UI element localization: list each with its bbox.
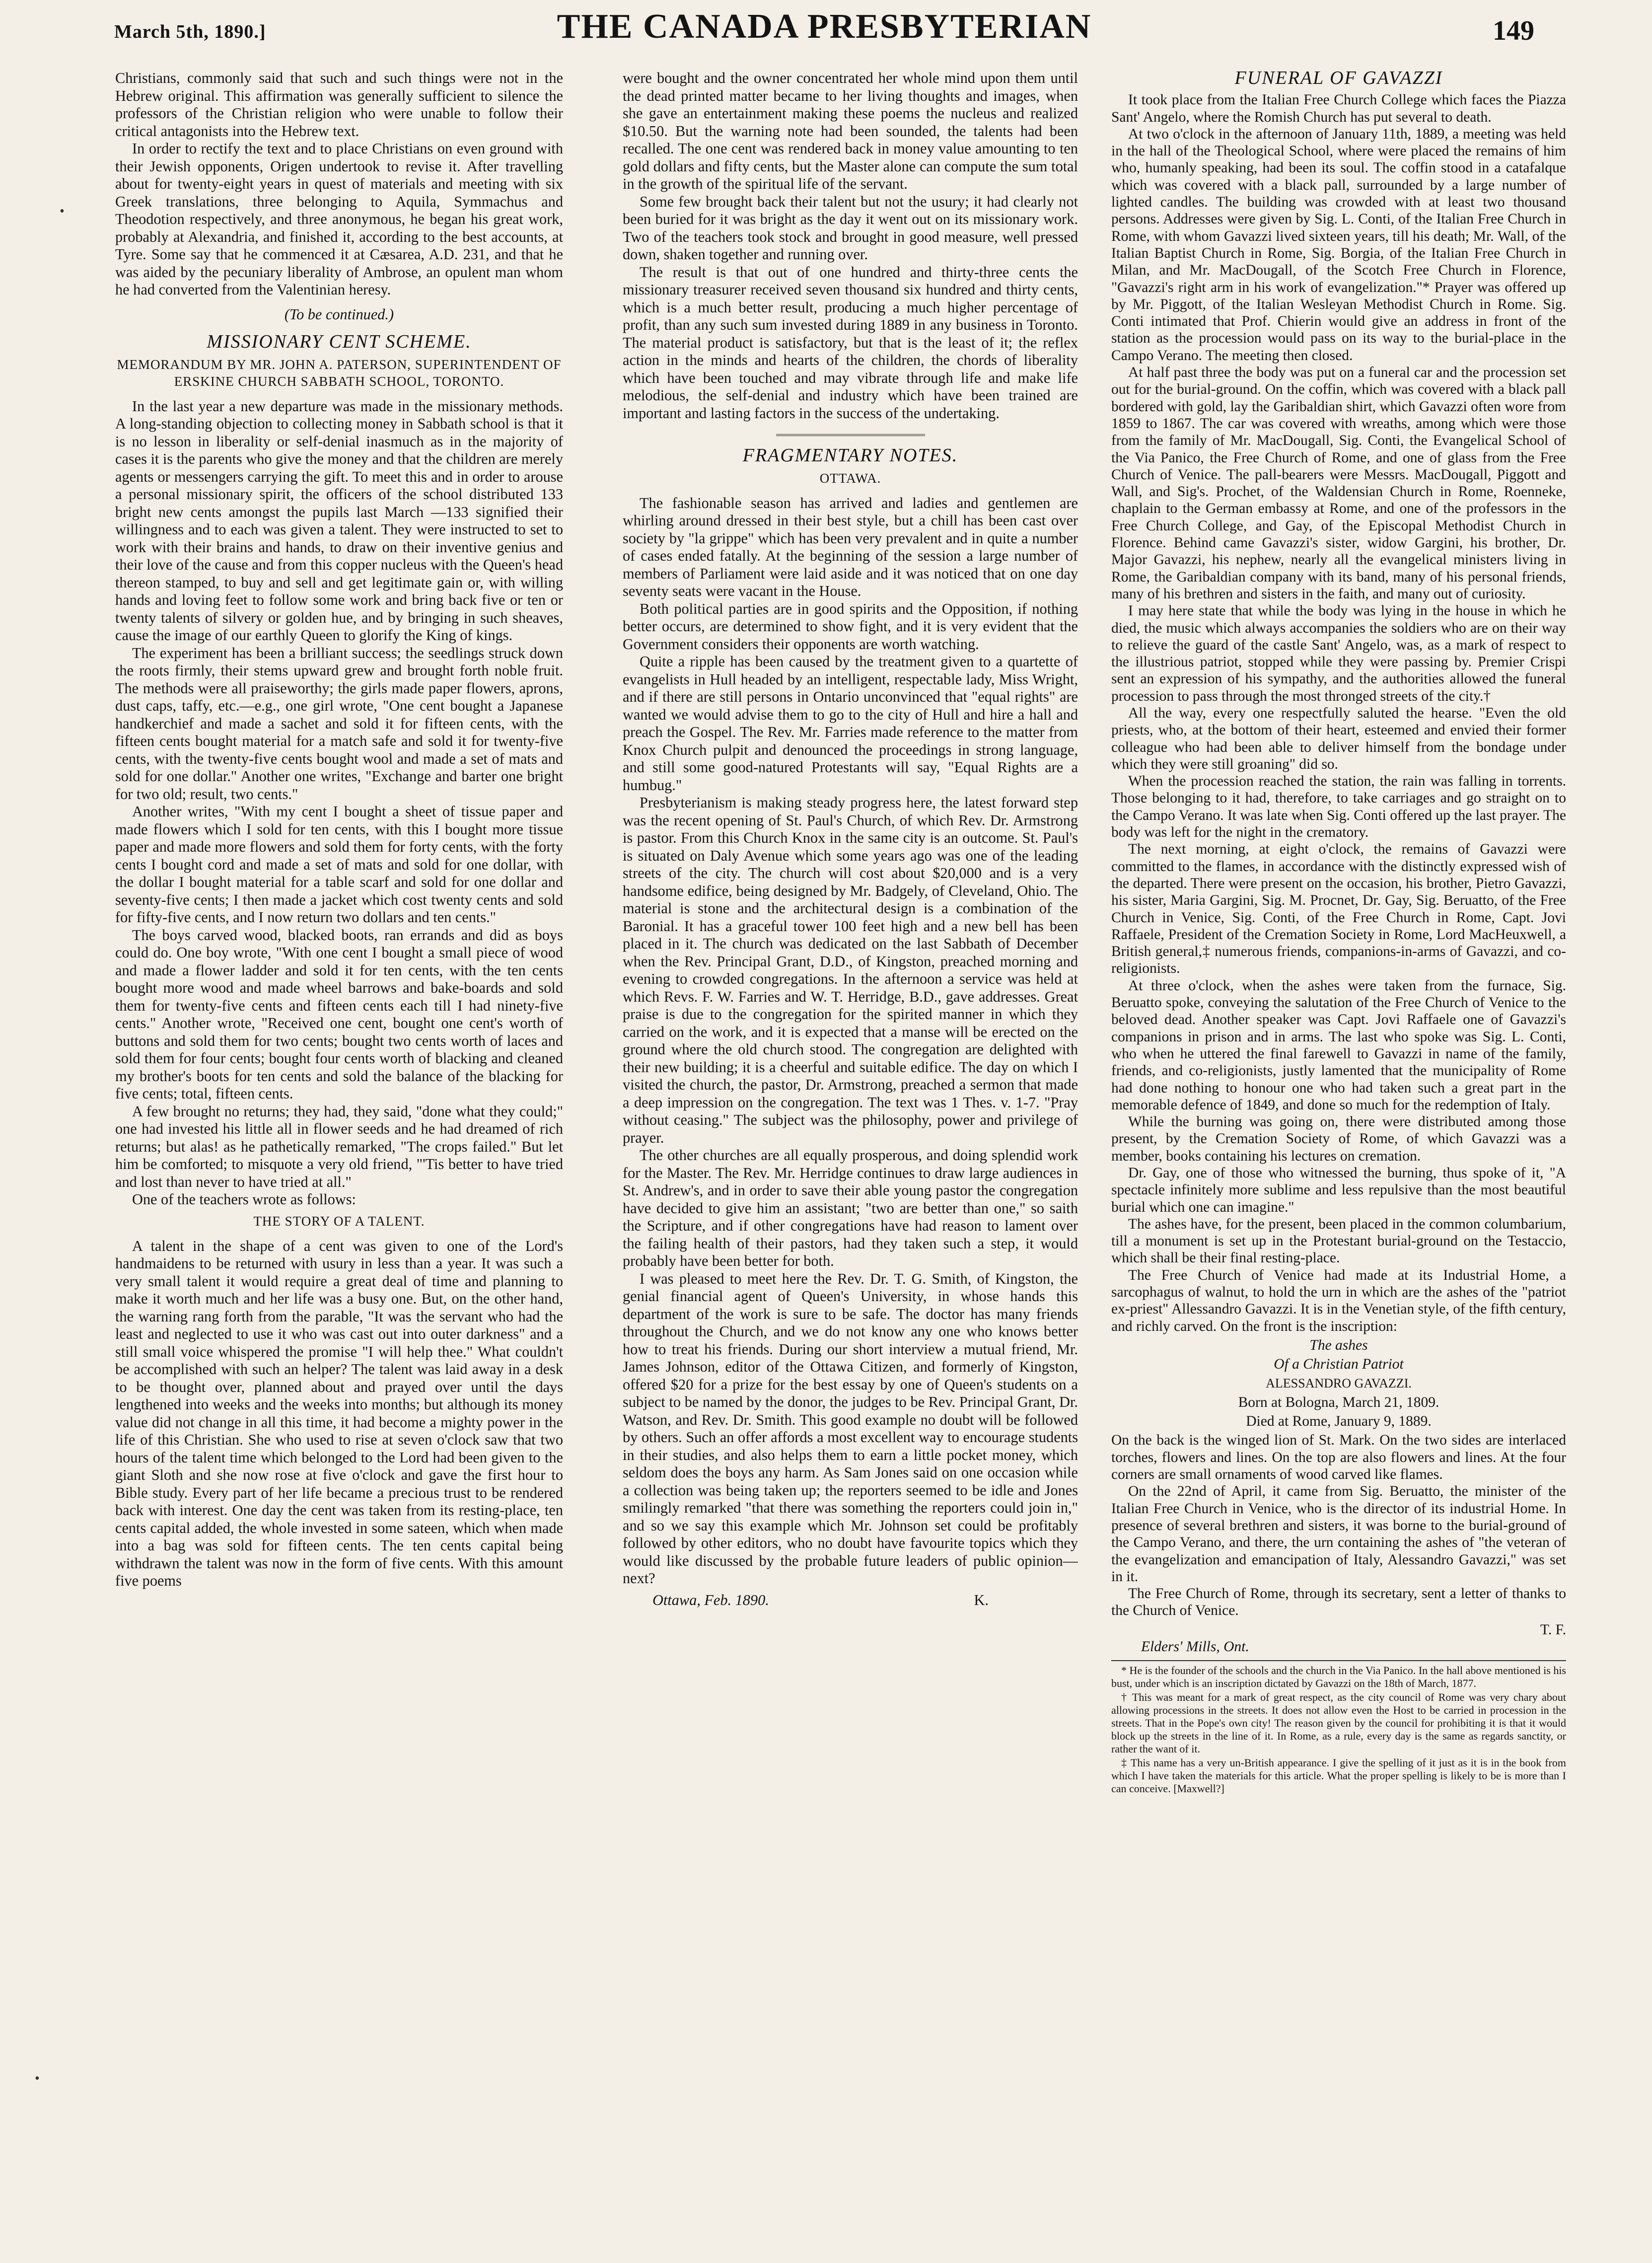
section-title: FUNERAL OF GAVAZZI	[1234, 70, 1443, 88]
inscription-line: Died at Rome, January 9, 1889.	[1246, 1413, 1432, 1430]
paragraph: In the last year a new departure was made in the missionary methods. A long-standing objection to collecting money in Sabbath school is that it is no lesson in liberality or self-denial inasmuch as in the majority of cases it is the parents who give the money and that the children are merely agents or messengers carrying the gift. To meet this and in order to arouse a personal missionary spirit, the officers of the school distributed 133 bright new cents amongst the pupils last March —133 signified their willingness and to each was given a talent. They were instructed to set to work with their brains and hands, to draw on their inventive genius and their love of the cause and from this copper nucleus with the Queen's head thereon stamped, to buy and sell and get legitimate gain or, with willing hands and loving feet to follow some work and bring back five or ten or twenty talents of silvery or golden hue, and by bringing in such sheaves, cause the image of our earthly Queen to glorify the King of kings.	[115, 397, 563, 644]
section-divider	[776, 434, 925, 436]
paragraph: Some few brought back their talent but not the usury; it had clearly not been buried for it was bright as the day it went out on its missionary work. Two of the teachers took stock and brought in good measure, well pressed down, shaken together and running over.	[623, 193, 1078, 263]
paragraph: In order to rectify the text and to place Christians on even ground with their Jewish opponents, Origen undertook to revise it. After travelling about for twenty-eight years in quest of materials and meeting with six Greek translations, three belonging to Aquila, Symmachus and Theodotion respectively, and three anonymous, he began his great work, probably at Alexandria, and finished it, according to the best accounts, at Tyre. Some say that he commenced it at Cæsarea, A.D. 231, and that he was aided by the pecuniary liberality of Ambrose, an opulent man whom he had converted from the Valentinian heresy.	[115, 140, 563, 298]
paragraph: The next morning, at eight o'clock, the remains of Gavazzi were committed to the flames, in accordance with the distinctly expressed wish of the departed. There were present on the occasion, his brother, Pietro Gavazzi, his sister, Maria Gargini, Sig. M. Procnet, Dr. Gay, Sig. Beruatto, of the Free Church in Venice, Sig. Conti, of the Free Church in Rome, Capt. Jovi Raffaele, President of the Cremation Society in Rome, Lord MacHeuxwell, a British general,‡ numerous friends, companions-in-arms of Gavazzi, and co-religionists.	[1111, 841, 1566, 977]
section-subtitle: OTTAWA.	[819, 470, 881, 486]
paragraph: Presbyterianism is making steady progress here, the latest forward step was the recent opening of St. Paul's Church, of which Rev. Dr. Armstrong is pastor. From this Church Knox in the same city is an outcome. St. Paul's is situated on Daly Avenue which some years ago was one of the leading streets of the city. The church will cost about $20,000 and is a very handsome edifice, being designed by Mr. Badgely, of Cleveland, Ohio. The material is stone and the architectural design is a combination of the Baronial. It has a graceful tower 100 feet high and a new bell has been placed in it. The church was dedicated on the last Sabbath of December when the Rev. Principal Grant, D.D., of Kingston, preached morning and evening to crowded congregations. In the afternoon a service was held at which Revs. F. W. Farries and W. T. Herridge, B.D., gave addresses. Great praise is due to the congregation for the spirited manner in which they carried on the work, and it is expected that a manse will be erected on the ground where the old church stood. The congregation are delighted with their new building; it is a cheerful and suitable edifice. The day on which I visited the church, the pastor, Dr. Armstrong, preached a sermon that made a deep impression on the congregation. The text was 1 Thes. v. 1-7. "Pray without ceasing." The subject was the philosophy, power and privilege of prayer.	[623, 794, 1078, 1146]
story-title: THE STORY OF A TALENT.	[253, 1213, 425, 1229]
signature-initial: K.	[974, 1591, 989, 1608]
signature-place: Elders' Mills, Ont.	[1141, 1639, 1249, 1655]
page-number: 149	[1493, 15, 1534, 46]
paragraph: were bought and the owner concentrated her whole mind upon them until the dead printed matter became to her living thoughts and images, when she gave an entertainment making these poems the nucleus and realized $10.50. But the warning note had been sounded, the talents had been recalled. The one cent was rendered back in money value amounting to ten gold dollars and fifty cents, but the Master alone can compute the sum total in the growth of the spiritual life of the servant.	[623, 70, 1078, 192]
paragraph: The other churches are all equally prosperous, and doing splendid work for the Master. The Rev. Mr. Herridge continues to draw large audiences in St. Andrew's, and in order to save their able young pastor the congregation have decided to give him an assistant; "two are better than one," so saith the Scripture, and if other congregations have had reason to lament over the failing health of their pastors, had they taken such a step, it would probably have been better for both.	[623, 1147, 1078, 1269]
paragraph: One of the teachers wrote as follows:	[132, 1191, 356, 1208]
footnotes	[1111, 1660, 1566, 1795]
section-title: MISSIONARY CENT SCHEME.	[207, 331, 472, 352]
margin-mark: •	[60, 204, 65, 219]
paragraph: A talent in the shape of a cent was given to one of the Lord's handmaidens to be returned with usury in less than a year. It was such a very small talent it would require a great deal of time and planning to make it worth much and her life was a busy one. But, on the other hand, the warning rang forth from the parable, "It was the servant who had the least and neglected to use it who was cast out into outer darkness" and a still small voice whispered the promise "I will help thee." What couldn't be accomplished with such an helper? The talent was laid away in a desk to be thought over, planned about and prayed over until the days lengthened into weeks and the weeks into months; but although its money value did not change in all this time, it had become a mighty power in the life of this Christian. She who used to rise at seven o'clock saw that two hours of the talent time which belonged to the Lord had been given to the giant Sloth and she now rose at five o'clock and gave the first hour to Bible study. Every part of her life became a precious trust to be rendered back with interest. One day the cent was taken from its resting-place, ten cents capital added, the whole invested in some sateen, which when made into a bag was sold for fifteen cents. The ten cents capital being withdrawn the talent was now in the form of five cents. With this amount five poems	[115, 1237, 563, 1589]
margin-mark: •	[35, 2071, 40, 2086]
paragraph: The Free Church of Rome, through its secretary, sent a letter of thanks to the Church of Venice.	[1111, 1586, 1566, 1619]
paragraph: Dr. Gay, one of those who witnessed the burning, thus spoke of it, "A spectacle infinitely more sublime and less repulsive than the most beautiful burial which one can imagine."	[1111, 1165, 1566, 1215]
paragraph: Both political parties are in good spirits and the Opposition, if nothing better occurs, are determined to show fight, and it is very evident that the Government considers their opponents are worth watching.	[623, 600, 1078, 653]
paragraph: At three o'clock, when the ashes were taken from the furnace, Sig. Beruatto spoke, conveying the salutation of the Free Church of Venice to the beloved dead. Another speaker was Capt. Jovi Raffaele one of Gavazzi's companions in prison and in arms. The last who spoke was Sig. L. Conti, who when he uttered the final farewell to Gavazzi in name of the family, friends, and co-religionists, justly lamented that the municipality of Rome had done nothing to honour one who had taken such a great part in the memorable defence of 1849, and done so much for the redemption of Italy.	[1111, 977, 1566, 1113]
paragraph: When the procession reached the station, the rain was falling in torrents. Those belonging to it had, therefore, to take carriages and go straight on to the Campo Verano. It was late when Sig. Conti offered up the last prayer. The body was left for the night in the crematory.	[1111, 773, 1566, 841]
continued-note: (To be continued.)	[284, 305, 394, 323]
paragraph: On the 22nd of April, it came from Sig. Beruatto, the minister of the Italian Free Church in Venice, who is the director of its industrial Home. In presence of several brethren and sisters, it was borne to the burial-ground of the Campo Verano, and there, the urn containing the ashes of "the veteran of the evangelization and emancipation of Italy, Alessandro Gavazzi," was set in it.	[1111, 1483, 1566, 1585]
paragraph: The Free Church of Venice had made at its Industrial Home, a sarcophagus of walnut, to hold the urn in which are the ashes of the "patriot ex-priest" Allessandro Gavazzi. It is in the Venetian style, of the fifth century, and richly carved. On the front is the inscription:	[1111, 1267, 1566, 1334]
paragraph: Christians, commonly said that such and such things were not in the Hebrew original. This affirmation was generally sufficient to silence the professors of the Christian religion who were unable to follow their critical antagonists into the Hebrew text.	[115, 70, 563, 140]
paragraph: It took place from the Italian Free Church College which faces the Piazza Sant' Angelo, where the Romish Church has put several to death.	[1111, 92, 1566, 125]
paragraph: All the way, every one respectfully saluted the hearse. "Even the old priests, who, at the bottom of their heart, esteemed and envied their former colleague who had been able to deliver himself from the bondage under which they were still groaning" did so.	[1111, 705, 1566, 772]
inscription-line: Born at Bologna, March 21, 1809.	[1238, 1394, 1439, 1410]
paragraph: The experiment has been a brilliant success; the seedlings struck down the roots firmly, their stems upward grew and brought forth noble fruit. The methods were all praiseworthy; the girls made paper flowers, aprons, dust caps, taffy, etc.—e.g., one girl wrote, "One cent bought a Japanese handkerchief and made a sachet and sold it for fifteen cents, with the fifteen cents bought material for a match safe and sold it for twenty-five cents, with the twenty-five cents bought wool and made a set of mats and sold for one dollar." Another one writes, "Exchange and barter one bright for two old; result, two cents."	[115, 644, 563, 803]
footnote: * He is the founder of the schools and the church in the Via Panico. In the hall above mentioned is his bust, under which is an inscription dictated by Gavazzi on the 18th of March, 1877.	[1111, 1664, 1566, 1690]
section-title: FRAGMENTARY NOTES.	[742, 445, 958, 466]
paragraph: The result is that out of one hundred and thirty-three cents the missionary treasurer received seven thousand six hundred and thirty cents, which is a much better result, producing a much higher percentage of profit, than any such sum invested during 1889 in any business in Toronto. The material product is satisfactory, but that is the least of it; the reflex action in the minds and hearts of the children, the chords of liberality which have been touched and may vibrate through life and make life melodious, the self-denial and industry which have been trained are important and lasting factors in the success of the undertaking.	[623, 263, 1078, 422]
paragraph: At half past three the body was put on a funeral car and the procession set out for the burial-ground. On the coffin, which was covered with a black pall bordered with gold, lay the Garibaldian shirt, which Gavazzi often wore from 1859 to 1867. The car was covered with wreaths, among which were those from the family of Mr. MacDougall, Sig. Conti, the Evangelical School of the Via Panico, the Free Church of Rome, and one of glass from the Free Church of Venice. The pall-bearers were Messrs. MacDougall, Piggott and Wall, and Sig's. Prochet, of the Waldensian Church in Rome, Roenneke, chaplain to the German embassy at Rome, and one of the professors in the Free Church College, and Gay, of the Episcopal Methodist Church in Florence. Behind came Gavazzi's sister, widow Gargini, his brother, Dr. Major Gavazzi, his nephew, nearly all the evangelical ministers living in Rome, the Garibaldian company with its band, many of his personal friends, many of his brethren and sisters in the faith, and many out of curiosity.	[1111, 365, 1566, 602]
paragraph: Quite a ripple has been caused by the treatment given to a quartette of evangelists in Hull headed by an intelligent, respectable lady, Miss Wright, and if there are still persons in Ontario unconvinced that "equal rights" are wanted we would advise them to go to the city of Hull and hire a hall and preach the Gospel. The Rev. Mr. Farries made reference to the matter from Knox Church pulpit and denounced the proceedings in strong language, and still some good-natured Protestants will say, "Equal Rights are a humbug."	[623, 653, 1078, 794]
column-2	[623, 70, 1078, 2230]
paragraph: On the back is the winged lion of St. Mark. On the two sides are interlaced torches, flowers and lines. On the top are also flowers and lines. At the four corners are small ornaments of wood carved like flames.	[1111, 1432, 1566, 1483]
signature	[623, 1592, 1078, 1609]
paragraph: At two o'clock in the afternoon of January 11th, 1889, a meeting was held in the hall of the Theological School, where were placed the remains of him who, humanly speaking, had been its soul. The coffin stood in a catafalque which was covered with a black pall, surrounded by a large number of lighted candles. The building was crowded with at least two thousand persons. Addresses were given by Sig. L. Conti, of the Italian Free Church in Rome, with whom Gavazzi lived sixteen years, till his death; Mr. Wall, of the Italian Baptist Church in Rome, Sig. Borgia, of the Italian Free Church in Milan, and Mr. MacDougall, of the Scotch Free Church in Florence, "Gavazzi's right arm in his work of evangelization."* Prayer was offered up by Mr. Piggott, of the Italian Wesleyan Methodist Church in Rome. Sig. Conti intimated that Prof. Chierin would give an address in front of the station as the procession would pass on its way to the burial-place in the Campo Verano. The meeting then closed.	[1111, 126, 1566, 364]
column-3	[1111, 70, 1566, 2106]
footnote: † This was meant for a mark of great respect, as the city council of Rome was very chary about allowing processions in the streets. It does not allow even the Host to be carried in procession in the streets. That in the Pope's own city! The reason given by the council for prohibiting it is that it would block up the streets in the line of it. In Rome, as a rule, every day is the same as regards sanctity, or rather the want of it.	[1111, 1691, 1566, 1755]
paragraph: Another writes, "With my cent I bought a sheet of tissue paper and made flowers which I sold for ten cents, with this I bought more tissue paper and made more flowers and sold them for forty cents, with the forty cents I bought cord and made a set of mats and sold for one dollar, with the dollar I bought material for a table scarf and sold for one dollar and seventy-five cents; I then made a jacket which cost twenty cents and sold for fifty-five cents, and I now return two dollars and ten cents."	[115, 803, 563, 926]
inscription-name: ALESSANDRO GAVAZZI.	[1266, 1376, 1412, 1390]
footnote: ‡ This name has a very un-British appearance. I give the spelling of it just as it is in the book from which I have taken the materials for this article. What the proper spelling is likely to be is more than I can conceive. [Maxwell?]	[1111, 1756, 1566, 1795]
paragraph: The boys carved wood, blacked boots, ran errands and did as boys could do. One boy wrote, "With one cent I bought a small piece of wood and made a flower ladder and sold it for ten cents, with the ten cents bought more wood and made wheel barrows and bake-boards and sold them for twenty-five cents and fifteen cents each till I had ninety-five cents." Another wrote, "Received one cent, bought one cent's worth of buttons and sold them for two cents; bought two cents worth of laces and sold them for four cents; bought four cents worth of blacking and cleaned my brother's boots for ten cents and sold the balance of the blacking for five cents; total, fifteen cents.	[115, 926, 563, 1102]
page-header	[114, 7, 1534, 47]
paragraph: I was pleased to meet here the Rev. Dr. T. G. Smith, of Kingston, the genial financial agent of Queen's University, in whose hands this department of the work is sure to be safe. The doctor has many friends throughout the Church, and we do not know any one who knows better how to treat his friends. During our short interview a mutual friend, Mr. James Johnson, editor of the Ottawa Citizen, and formerly of Kingston, offered $20 for a prize for the best essay by one of Queen's students on a subject to be named by the donor, the judges to be Rev. Principal Grant, Dr. Watson, and Rev. Dr. Smith. This good example no doubt will be followed by others. Such an offer affords a most excellent way to encourage students in their studies, and also helps them to earn a little pocket money, which seldom does the boys any harm. As Sam Jones said on one occasion while a collection was being taken up; the reporters seemed to be idle and Jones smilingly remarked "that there was something the reporters could join in," and so we say this example which Mr. Johnson set could be profitably followed by other editors, who no doubt have favourite topics which they would like discussed by the probable future leaders of public opinion—next?	[623, 1270, 1078, 1587]
paragraph: The fashionable season has arrived and ladies and gentlemen are whirling around dressed in their best style, but a chill has been cast over society by "la grippe" which has been very prevalent and in quite a number of cases ended fatally. At the beginning of the session a large number of members of Parliament were laid aside and it was noticed that on one day seventy seats were vacant in the House.	[623, 494, 1078, 599]
paragraph: The ashes have, for the present, been placed in the common columbarium, till a monument is set up in the Protestant burial-ground on the Testaccio, which shall be their final resting-place.	[1111, 1216, 1566, 1266]
paragraph: While the burning was going on, there were distributed among those present, by the Cremation Society of Rome, of which Gavazzi was a member, books containing his lectures on cremation.	[1111, 1114, 1566, 1164]
paragraph: A few brought no returns; they had, they said, "done what they could;" one had invested his little all in flower seeds and he had dreamed of rich returns; but alas! as he pathetically remarked, "The crops failed." But let him be comforted; to misquote a very old friend, "'Tis better to have tried and lost than never to have tried at all."	[115, 1102, 563, 1190]
section-subtitle: MEMORANDUM BY MR. JOHN A. PATERSON, SUPERINTENDENT OF ERSKINE CHURCH SABBATH SCHOOL, TORONTO.	[117, 357, 562, 389]
masthead-title: THE CANADA PRESBYTERIAN	[557, 7, 1092, 46]
inscription-line: The ashes	[1309, 1337, 1368, 1353]
signature-place: Ottawa, Feb. 1890.	[652, 1591, 769, 1608]
column-1	[115, 70, 563, 2195]
signature-initials: T. F.	[1540, 1621, 1566, 1638]
inscription-line: Of a Christian Patriot	[1274, 1356, 1404, 1373]
paragraph: I may here state that while the body was lying in the house in which he died, the music which always accompanies the soldiers who are on their way to relieve the guard of the castle Sant' Angelo, was, as a mark of respect to the illustrious patriot, stopped while they were passing by. Premier Crispi sent an expression of his sympathy, and the authorities allowed the funeral procession to pass through the most thronged streets of the city.†	[1111, 603, 1566, 704]
issue-date: March 5th, 1890.]	[114, 21, 266, 42]
